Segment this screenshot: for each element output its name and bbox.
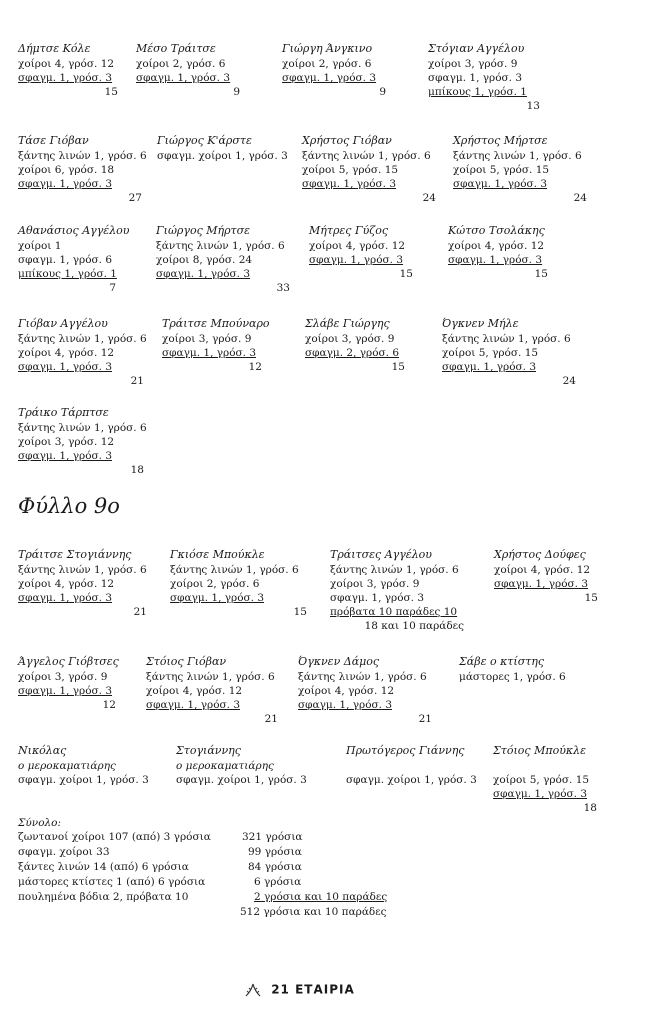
person-name: Στόγιαν Αγγέλου bbox=[428, 42, 525, 55]
person-name: Τάσε Γιόβαν bbox=[18, 134, 89, 147]
entry-block bbox=[282, 42, 386, 99]
summary-row bbox=[18, 860, 418, 875]
section-title: Φύλλο 9ο bbox=[18, 494, 120, 518]
entry-total: 15 bbox=[534, 268, 548, 280]
entry-total: 13 bbox=[526, 100, 540, 112]
tax-line bbox=[493, 759, 597, 773]
tax-line: σφαγμ. χοίροι 1, γρόσ. 3 bbox=[157, 150, 288, 162]
entry-block bbox=[18, 406, 147, 477]
summary-row bbox=[18, 890, 418, 905]
person-name: Χρήστος Δούφες bbox=[494, 548, 586, 561]
entry-block bbox=[18, 134, 147, 205]
tax-line: χοίροι 5, γρόσ. 15 bbox=[453, 164, 550, 176]
entry-total: 9 bbox=[233, 86, 240, 98]
tax-line: χοίροι 1 bbox=[18, 240, 62, 252]
person-name: Νικόλας bbox=[18, 744, 67, 757]
entry-block bbox=[494, 548, 598, 605]
tax-line: σφαγμ. 2, γρόσ. 6 bbox=[305, 347, 400, 359]
summary-row bbox=[18, 845, 418, 860]
tax-line: σφαγμ. 1, γρόσ. 3 bbox=[162, 347, 257, 359]
summary-value: 99 γρόσια bbox=[248, 846, 302, 858]
person-name: Γιώργος Μήρτσε bbox=[156, 224, 251, 237]
person-name: Αθανάσιος Αγγέλου bbox=[18, 224, 130, 237]
tax-line: χοίροι 4, γρόσ. 12 bbox=[298, 685, 395, 697]
tax-line: ξάντης λινών 1, γρόσ. 6 bbox=[18, 333, 147, 345]
tax-line: σφαγμ. 1, γρόσ. 3 bbox=[493, 788, 588, 800]
tax-line: σφαγμ. 1, γρόσ. 3 bbox=[494, 578, 589, 590]
summary-block bbox=[18, 816, 418, 920]
entry-block bbox=[176, 744, 316, 787]
entry-total: 9 bbox=[379, 86, 386, 98]
person-name: Μέσο Τράιτσε bbox=[136, 42, 216, 55]
tax-line: χοίροι 2, γρόσ. 6 bbox=[136, 58, 226, 70]
summary-row bbox=[18, 830, 418, 845]
entry-block bbox=[305, 317, 405, 374]
tax-line: χοίροι 3, γρόσ. 9 bbox=[305, 333, 395, 345]
tax-line: σφαγμ. 1, γρόσ. 3 bbox=[136, 72, 231, 84]
tax-line: σφαγμ. 1, γρόσ. 3 bbox=[18, 450, 113, 462]
tax-line: ξάντης λινών 1, γρόσ. 6 bbox=[330, 564, 459, 576]
tax-line: χοίροι 3, γρόσ. 9 bbox=[330, 578, 420, 590]
tax-line: σφαγμ. 1, γρόσ. 3 bbox=[18, 361, 113, 373]
tax-line: χοίροι 4, γρόσ. 12 bbox=[146, 685, 243, 697]
entry-total: 15 bbox=[293, 606, 307, 618]
tax-line bbox=[346, 759, 486, 773]
summary-value: 321 γρόσια bbox=[242, 831, 303, 843]
tax-line: σφαγμ. 1, γρόσ. 6 bbox=[18, 254, 113, 266]
person-name: Τράικο Τάρπτσε bbox=[18, 406, 109, 419]
tax-line: ξάντης λινών 1, γρόσ. 6 bbox=[18, 150, 147, 162]
summary-label: πουλημένα βόδια 2, πρόβατα 10 bbox=[18, 891, 189, 903]
entry-block bbox=[162, 317, 270, 374]
summary-heading: Σύνολο: bbox=[18, 817, 62, 829]
tax-line: σφαγμ. 1, γρόσ. 3 bbox=[282, 72, 377, 84]
person-name: Γκιόσε Μπούκλε bbox=[170, 548, 265, 561]
entry-block bbox=[346, 744, 486, 787]
tax-line: χοίροι 4, γρόσ. 12 bbox=[18, 578, 115, 590]
summary-label: μάστορες κτίστες 1 (από) 6 γρόσια bbox=[18, 876, 206, 888]
entry-block bbox=[302, 134, 436, 205]
entry-total: 21 bbox=[130, 375, 144, 387]
tax-line: ξάντης λινών 1, γρόσ. 6 bbox=[146, 671, 275, 683]
tax-line: σφαγμ. 1, γρόσ. 3 bbox=[18, 685, 113, 697]
entry-total: 24 bbox=[422, 192, 436, 204]
tax-line: ξάντης λινών 1, γρόσ. 6 bbox=[18, 422, 147, 434]
entry-block bbox=[18, 548, 147, 619]
person-name: Χρήστος Γιόβαν bbox=[302, 134, 392, 147]
tax-line: μπίκους 1, γρόσ. 1 bbox=[428, 86, 527, 98]
tax-line: χοίροι 2, γρόσ. 6 bbox=[282, 58, 372, 70]
entry-block bbox=[330, 548, 464, 633]
entry-total: 24 bbox=[573, 192, 587, 204]
tax-line: σφαγμ. χοίροι 1, γρόσ. 3 bbox=[18, 774, 149, 786]
entry-block bbox=[157, 134, 297, 163]
tax-line: ξάντης λινών 1, γρόσ. 6 bbox=[302, 150, 431, 162]
person-name: Πρωτόγερος Γιάννης bbox=[346, 744, 465, 757]
tax-line: χοίροι 2, γρόσ. 6 bbox=[170, 578, 260, 590]
entry-block bbox=[493, 744, 597, 815]
tax-line: σφαγμ. 1, γρόσ. 3 bbox=[302, 178, 397, 190]
person-name: Χρήστος Μήρτσε bbox=[453, 134, 548, 147]
tax-line: σφαγμ. 1, γρόσ. 3 bbox=[330, 592, 425, 604]
tax-line: σφαγμ. 1, γρόσ. 3 bbox=[442, 361, 537, 373]
tax-line: σφαγμ. 1, γρόσ. 3 bbox=[453, 178, 548, 190]
entry-total: 12 bbox=[248, 361, 262, 373]
footer-label: ΕΤΑΙΡΙΑ bbox=[295, 982, 355, 997]
entry-total: 24 bbox=[562, 375, 576, 387]
person-name: Κώτσο Τσολάκης bbox=[448, 224, 545, 237]
entry-total: 18 και 10 παράδες bbox=[364, 620, 464, 632]
tax-line: πρόβατα 10 παράδες 10 bbox=[330, 606, 458, 618]
tax-line: χοίροι 5, γρόσ. 15 bbox=[302, 164, 399, 176]
entry-total: 15 bbox=[399, 268, 413, 280]
summary-row bbox=[18, 905, 418, 920]
tax-line: σφαγμ. 1, γρόσ. 3 bbox=[146, 699, 241, 711]
entry-block bbox=[448, 224, 548, 281]
tax-line: χοίροι 4, γρόσ. 12 bbox=[18, 347, 115, 359]
tax-line: σφαγμ. χοίροι 1, γρόσ. 3 bbox=[176, 774, 307, 786]
tax-line: χοίροι 4, γρόσ. 12 bbox=[309, 240, 406, 252]
entry-block bbox=[18, 42, 118, 99]
entry-block bbox=[459, 655, 579, 684]
tax-line: σφαγμ. 1, γρόσ. 3 bbox=[309, 254, 404, 266]
tax-line: ξάντης λινών 1, γρόσ. 6 bbox=[18, 564, 147, 576]
tax-line: χοίροι 3, γρόσ. 9 bbox=[18, 671, 108, 683]
entry-total: 21 bbox=[418, 713, 432, 725]
entry-block bbox=[18, 224, 130, 295]
tax-line: χοίροι 8, γρόσ. 24 bbox=[156, 254, 253, 266]
tax-line: χοίροι 3, γρόσ. 9 bbox=[162, 333, 252, 345]
entry-total: 21 bbox=[133, 606, 147, 618]
tax-line: χοίροι 4, γρόσ. 12 bbox=[494, 564, 591, 576]
person-name: Σάβε ο κτίστης bbox=[459, 655, 545, 668]
tax-line: χοίροι 6, γρόσ. 18 bbox=[18, 164, 115, 176]
entry-block bbox=[156, 224, 290, 295]
entry-total: 7 bbox=[109, 282, 116, 294]
summary-total: 512 γρόσια και 10 παράδες bbox=[240, 906, 387, 918]
entry-block bbox=[146, 655, 278, 726]
tax-line: ξάντης λινών 1, γρόσ. 6 bbox=[156, 240, 285, 252]
person-name: Στόιος Μπούκλε bbox=[493, 744, 586, 757]
person-name: Τράιτσε Μπούναρο bbox=[162, 317, 270, 330]
entry-block bbox=[18, 744, 158, 787]
person-name: Γιώργος Κ'άρστε bbox=[157, 134, 252, 147]
tax-line: σφαγμ. χοίροι 1, γρόσ. 3 bbox=[346, 774, 477, 786]
entry-block bbox=[428, 42, 540, 113]
summary-value: 6 γρόσια bbox=[254, 876, 302, 888]
person-name: Μήτρες Γύζος bbox=[309, 224, 389, 237]
occupation-label: ο μεροκαματιάρης bbox=[176, 760, 274, 772]
page-footer bbox=[244, 982, 355, 998]
entry-total: 21 bbox=[264, 713, 278, 725]
entry-block bbox=[442, 317, 576, 388]
tax-line: χοίροι 4, γρόσ. 12 bbox=[448, 240, 545, 252]
entry-total: 15 bbox=[391, 361, 405, 373]
summary-label: ξάντες λινών 14 (από) 6 γρόσια bbox=[18, 861, 189, 873]
leaf-ornament-icon bbox=[244, 982, 262, 998]
summary-row bbox=[18, 875, 418, 890]
tax-line: σφαγμ. 1, γρόσ. 3 bbox=[170, 592, 265, 604]
tax-line: σφαγμ. 1, γρόσ. 3 bbox=[18, 592, 113, 604]
tax-line: ξάντης λινών 1, γρόσ. 6 bbox=[170, 564, 299, 576]
occupation-label: ο μεροκαματιάρης bbox=[18, 760, 116, 772]
person-name: Στόιος Γιόβαν bbox=[146, 655, 227, 668]
tax-line: σφαγμ. 1, γρόσ. 3 bbox=[298, 699, 393, 711]
entry-total: 18 bbox=[583, 802, 597, 814]
entry-block bbox=[136, 42, 240, 99]
entry-total: 15 bbox=[104, 86, 118, 98]
tax-line: χοίροι 3, γρόσ. 9 bbox=[428, 58, 518, 70]
tax-line: χοίροι 4, γρόσ. 12 bbox=[18, 58, 115, 70]
page-number: 21 bbox=[271, 982, 290, 997]
tax-line: μπίκους 1, γρόσ. 1 bbox=[18, 268, 117, 280]
tax-line: χοίροι 3, γρόσ. 12 bbox=[18, 436, 115, 448]
summary-value: 2 γρόσια και 10 παράδες bbox=[254, 891, 388, 903]
tax-line: ξάντης λινών 1, γρόσ. 6 bbox=[453, 150, 582, 162]
entry-total: 33 bbox=[276, 282, 290, 294]
entry-total: 18 bbox=[130, 464, 144, 476]
tax-line: σφαγμ. 1, γρόσ. 3 bbox=[448, 254, 543, 266]
entry-total: 15 bbox=[584, 592, 598, 604]
entry-total: 12 bbox=[102, 699, 116, 711]
summary-label: σφαγμ. χοίροι 33 bbox=[18, 846, 110, 858]
tax-line: χοίροι 5, γρόσ. 15 bbox=[493, 774, 590, 786]
tax-line: σφαγμ. 1, γρόσ. 3 bbox=[18, 72, 113, 84]
tax-line: ξάντης λινών 1, γρόσ. 6 bbox=[442, 333, 571, 345]
person-name: Όγκνεν Μήλε bbox=[442, 317, 519, 330]
entry-block bbox=[170, 548, 307, 619]
person-name: Στογιάννης bbox=[176, 744, 241, 757]
entry-block bbox=[309, 224, 413, 281]
person-name: Τράιτσες Αγγέλου bbox=[330, 548, 432, 561]
person-name: Δήμτσε Κόλε bbox=[18, 42, 91, 55]
entry-block bbox=[298, 655, 432, 726]
person-name: Σλάβε Γιώργης bbox=[305, 317, 390, 330]
tax-line: σφαγμ. 1, γρόσ. 3 bbox=[18, 178, 113, 190]
entry-block bbox=[18, 655, 119, 712]
person-name: Γιώργη Άνγκινο bbox=[282, 42, 373, 55]
person-name: Όγκνεν Δάμος bbox=[298, 655, 380, 668]
entry-total: 27 bbox=[128, 192, 142, 204]
person-name: Γιόβαν Αγγέλου bbox=[18, 317, 108, 330]
summary-value: 84 γρόσια bbox=[248, 861, 302, 873]
summary-label: ζωντανοί χοίροι 107 (από) 3 γρόσια bbox=[18, 831, 211, 843]
entry-block bbox=[453, 134, 587, 205]
tax-line: χοίροι 5, γρόσ. 15 bbox=[442, 347, 539, 359]
person-name: Άγγελος Γιόβτσες bbox=[18, 655, 119, 668]
person-name: Τράιτσε Στογιάννης bbox=[18, 548, 132, 561]
tax-line: σφαγμ. 1, γρόσ. 3 bbox=[428, 72, 523, 84]
tax-line: ξάντης λινών 1, γρόσ. 6 bbox=[298, 671, 427, 683]
tax-line: μάστορες 1, γρόσ. 6 bbox=[459, 671, 566, 683]
tax-line: σφαγμ. 1, γρόσ. 3 bbox=[156, 268, 251, 280]
entry-block bbox=[18, 317, 147, 388]
